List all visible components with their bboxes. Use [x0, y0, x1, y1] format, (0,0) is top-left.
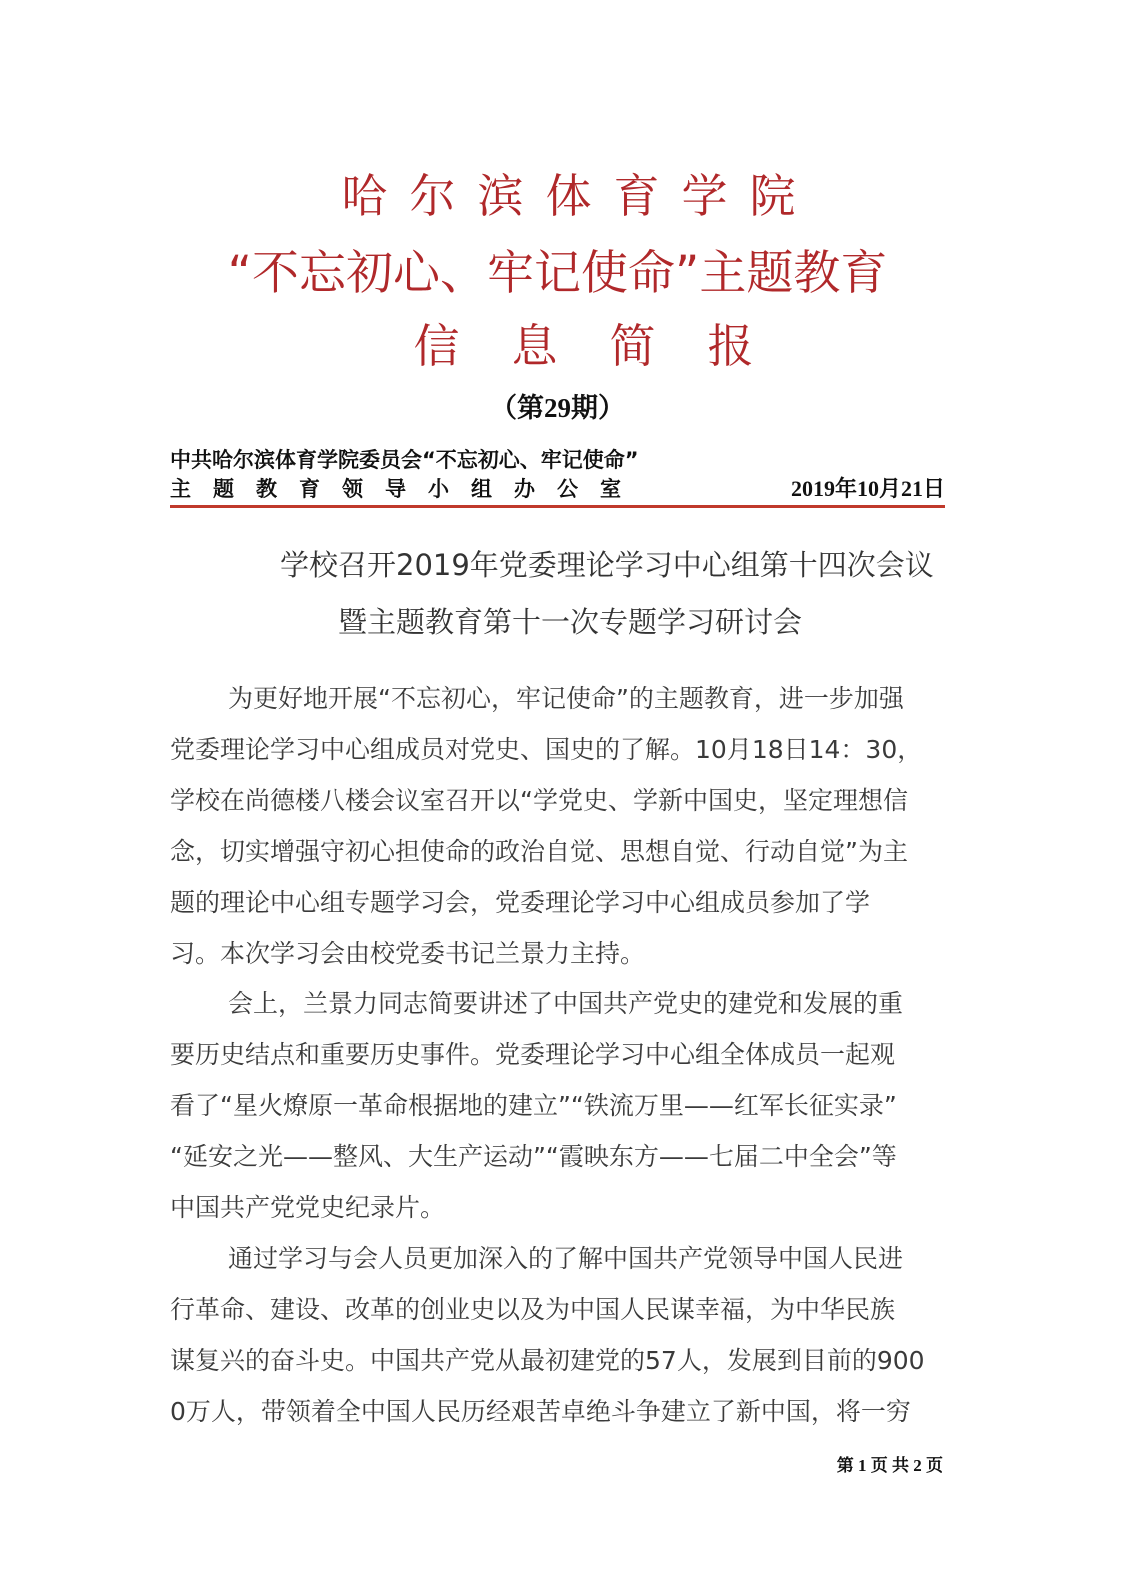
body-line: 会上，兰景力同志简要讲述了中国共产党史的建党和发展的重 — [228, 989, 904, 1019]
body-line: 通过学习与会人员更加深入的了解中国共产党领导中国人民进 — [228, 1243, 904, 1273]
body-line: 党委理论学习中心组成员对党史、国史的了解。10月18日14：30， — [170, 734, 923, 764]
header-divider — [170, 505, 945, 508]
masthead-bulletin-title: 信息简报 — [413, 319, 806, 373]
body-line: 习。本次学习会由校党委书记兰景力主持。 — [170, 938, 646, 968]
body-line: 为更好地开展“不忘初心，牢记使命”的主题教育，进一步加强 — [228, 684, 904, 713]
body-line: 学校在尚德楼八楼会议室召开以“学党史、学新中国史，坚定理想信 — [170, 785, 908, 815]
issue-number: （第29期） — [490, 393, 625, 423]
issuer-line-2: 主题教育领导小组办公室 — [170, 477, 643, 501]
masthead-school-name: 哈尔滨体育学院 — [341, 169, 818, 223]
body-line: 题的理论中心组专题学习会，党委理论学习中心组成员参加了学 — [170, 887, 871, 917]
body-line: 要历史结点和重要历史事件。党委理论学习中心组全体成员一起观 — [170, 1040, 896, 1070]
issuer-line-1: 中共哈尔滨体育学院委员会“不忘初心、牢记使命” — [170, 448, 639, 472]
masthead-theme: “不忘初心、牢记使命”主题教育 — [227, 246, 888, 301]
body-line: 念，切实增强守初心担使命的政治自觉、思想自觉、行动自觉”为主 — [170, 836, 908, 866]
body-line: “延安之光——整风、大生产运动”“霞映东方——七届二中全会”等 — [170, 1142, 897, 1172]
page-number: 第 1 页 共 2 页 — [836, 1456, 943, 1475]
article-subheadline: 暨主题教育第十一次专题学习研讨会 — [338, 605, 803, 639]
body-line: 0万人，带领着全中国人民历经艰苦卓绝斗争建立了新中国，将一穷 — [170, 1396, 911, 1426]
body-line: 中国共产党党史纪录片。 — [170, 1193, 446, 1222]
body-line: 行革命、建设、改革的创业史以及为中国人民谋幸福，为中华民族 — [170, 1294, 896, 1324]
body-line: 看了“星火燎原一革命根据地的建立”“铁流万里——红军长征实录” — [170, 1091, 897, 1121]
issue-date: 2019年10月21日 — [790, 476, 945, 501]
article-headline: 学校召开2019年党委理论学习中心组第十四次会议 — [280, 548, 934, 582]
body-line: 谋复兴的奋斗史。中国共产党从最初建党的57人，发展到目前的900 — [170, 1345, 925, 1375]
